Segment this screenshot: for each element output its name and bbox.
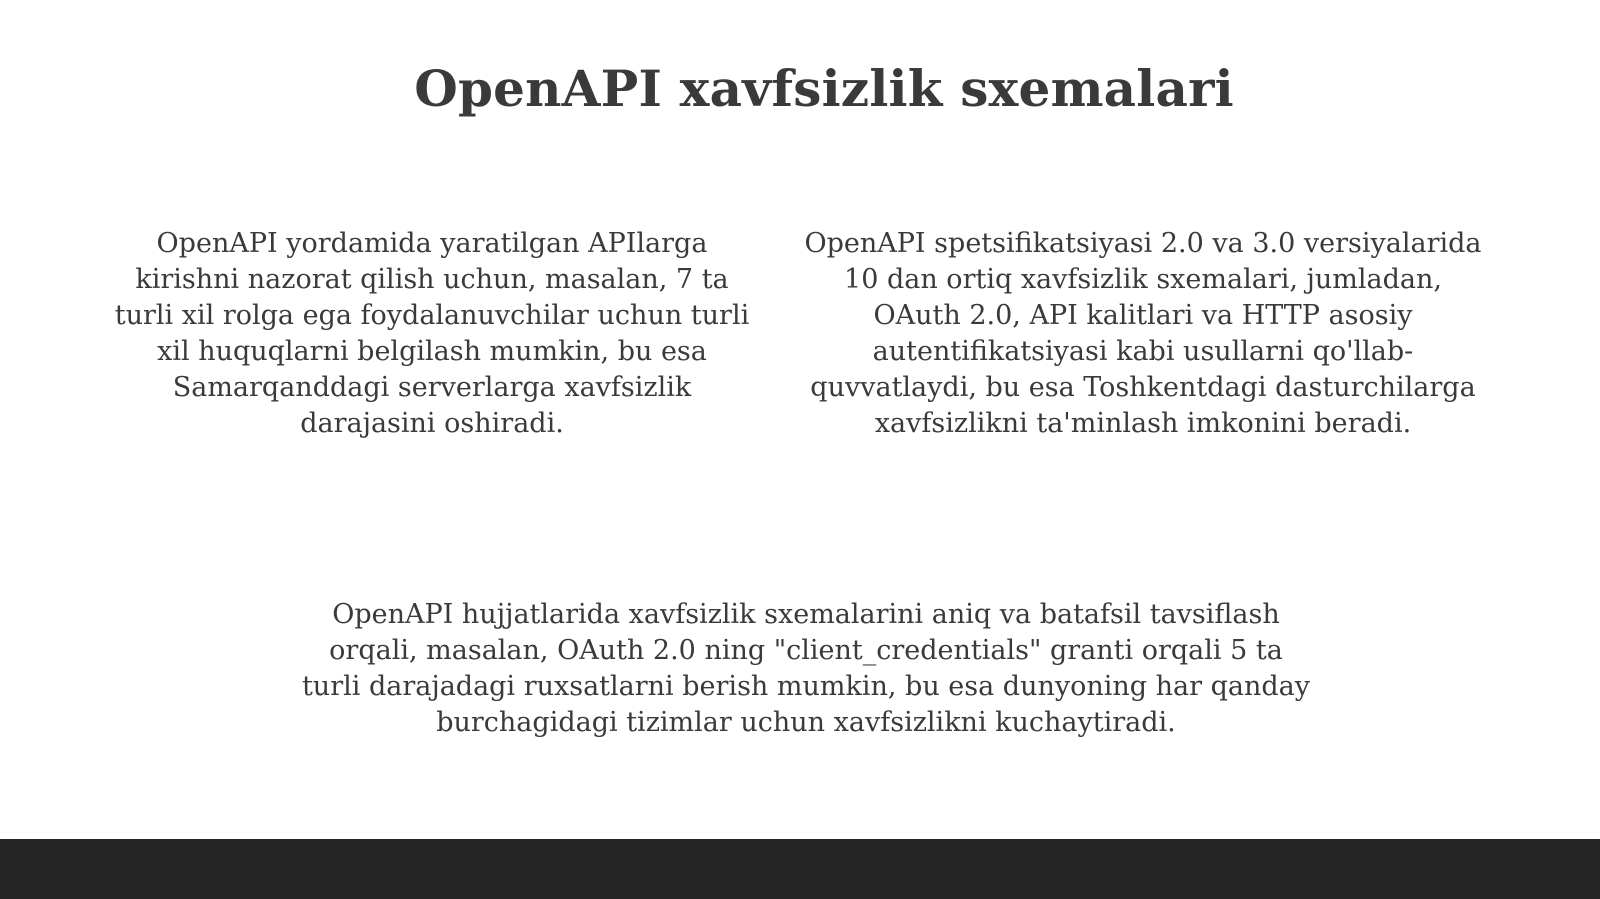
footer-bar bbox=[0, 839, 1600, 899]
paragraph-spec-versions: OpenAPI spetsifikatsiyasi 2.0 va 3.0 versiyalarida 10 dan ortiq xavfsizlik sxemalari, jumladan, OAuth 2.0, API kalitlari va HTTP asosiy autentifikatsiyasi kabi usullarni qo'llab-quvvatlaydi, bu esa Toshkentdagi dasturchilarga xavfsizlikni ta'minlash imkonini beradi. bbox=[804, 228, 1482, 439]
slide-title: OpenAPI xavfsizlik sxemalari bbox=[414, 59, 1234, 118]
paragraph-access-control: OpenAPI yordamida yaratilgan APIlarga kirishni nazorat qilish uchun, masalan, 7 ta turli xil rolga ega foydalanuvchilar uchun turli xil huquqlarni belgilash mumkin, bu esa Samarqanddagi serverlarga xavfsizlik darajasini oshiradi. bbox=[114, 228, 750, 439]
paragraph-documentation: OpenAPI hujjatlarida xavfsizlik sxemalarini aniq va batafsil tavsiflash orqali, masalan, OAuth 2.0 ning "client_credentials" granti orqali 5 ta turli darajadagi ruxsatlarni berish mumkin, bu esa dunyoning har qanday burchagidagi tizimlar uchun xavfsizlikni kuchaytiradi. bbox=[301, 599, 1311, 738]
